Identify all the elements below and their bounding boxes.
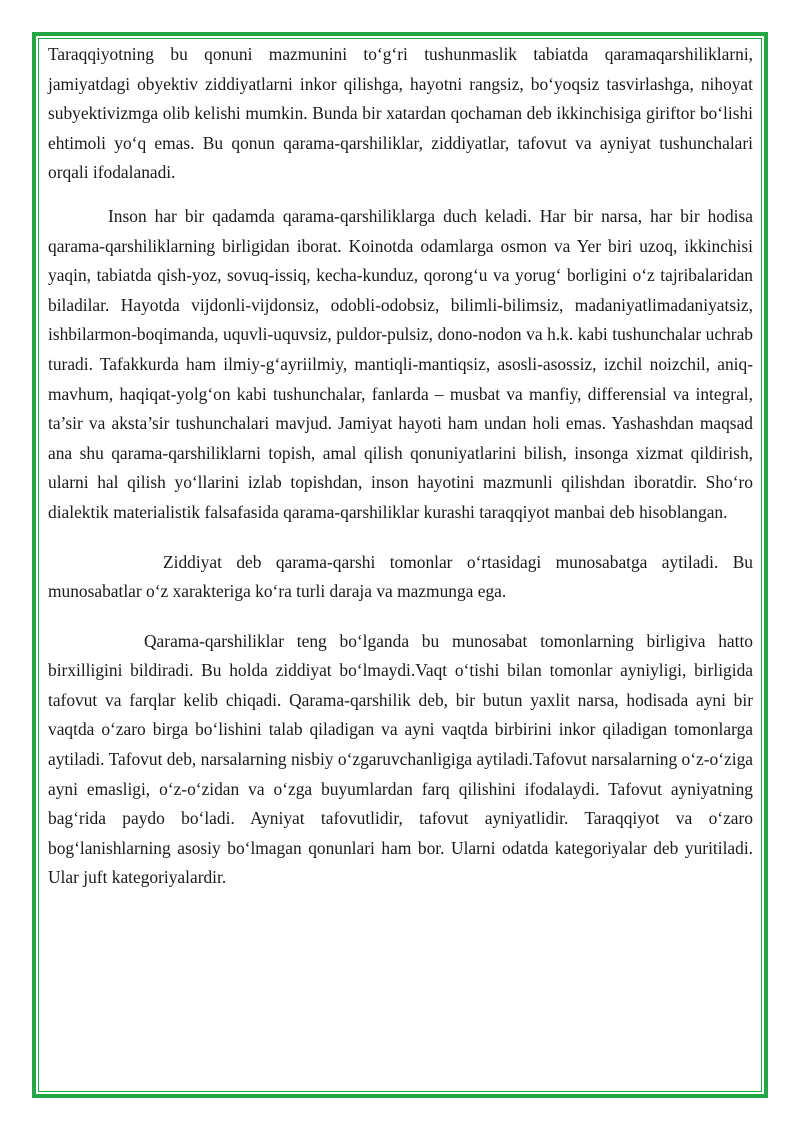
paragraph-3: Ziddiyat deb qarama-qarshi tomonlar o‘rtasidagi munosabatga aytiladi. Bu munosabatlar o‘z xarakteriga ko‘ra turli daraja va mazmunga ega. [48,551,753,602]
document-body [48,40,753,893]
paragraph-4: Qarama-qarshiliklar teng bo‘lganda bu munosabat tomonlarning birligiva hatto birxilligini bildiradi. Bu holda ziddiyat bo‘lmaydi.Vaqt o‘tishi bilan tomonlar ayniyligi, birligida tafovut va farqlar kelib chiqadi. Qarama-qarshilik deb, bir butun yaxlit narsa, hodisada ayni bir vaqtda o‘zaro birga bo‘lishini talab qiladigan va ayni vaqtda birbirini inkor qiladigan tomonlarga aytiladi. Tafovut deb, narsalarning nisbiy o‘zgaruvchanligiga aytiladi.Tafovut narsalarning o‘z-o‘ziga ayni emasligi, o‘z-o‘zidan va o‘zga buyumlardan farq qilishini ifodalaydi. Tafovut ayniyatning bag‘rida paydo bo‘ladi. Ayniyat tafovutlidir, tafovut ayniyatlidir. Taraqqiyot va o‘zaro bog‘lanishlarning asosiy bo‘lmagan qonunlari ham bor. Ularni odatda kategoriyalar deb yuritiladi. Ular juft kategoriyalardir. [48,630,753,888]
paragraph-2: Inson har bir qadamda qarama-qarshiliklarga duch keladi. Har bir narsa, har bir hodisa qarama-qarshiliklarning birligidan iborat. Koinotda odamlarga osmon va Yer biri uzoq, ikkinchisi yaqin, tabiatda qish-yoz, sovuq-issiq, kecha-kunduz, qorong‘u va yorug‘ borligini o‘z tajribalaridan biladilar. Hayotda vijdonli-vijdonsiz, odobli-odobsiz, bilimli-bilimsiz, madaniyatlimadaniyatsiz, ishbilarmon-boqimanda, uquvli-uquvsiz, puldor-pulsiz, dono-nodon va h.k. kabi tushunchalar uchrab turadi. Tafakkurda ham ilmiy-g‘ayriilmiy, mantiqli-mantiqsiz, asosli-asossiz, izchil noizchil, aniq-mavhum, haqiqat-yolg‘on kabi tushunchalar, fanlarda – musbat va manfiy, differensial va integral, ta’sir va aksta’sir tushunchalari mavjud. Jamiyat hayoti ham undan holi emas. Yashashdan maqsad ana shu qarama-qarshiliklarni topish, amal qilish qonuniyatlarini bilish, insonga xizmat qildirish, ularni hal qilish yo‘llarini izlab topishdan, inson hayotini mazmunli qilishdan iboratdir. Sho‘ro dialektik materialistik falsafasida qarama-qarshiliklar kurashi taraqqiyot manbai deb hisoblangan. [48,205,753,522]
paragraph-1: Taraqqiyotning bu qonuni mazmunini to‘g‘ri tushunmaslik tabiatda qaramaqarshiliklarni, jamiyatdagi obyektiv ziddiyatlarni inkor qilishga, hayotni rangsiz, bo‘yoqsiz tasvirlashga, nihoyat subyektivizmga olib kelishi mumkin. Bunda bir xatardan qochaman deb ikkinchisiga giriftor bo‘lishi ehtimoli yo‘q emas. Bu qonun qarama-qarshiliklar, ziddiyatlar, tafovut va ayniyat tushunchalari orqali ifodalanadi. [48,44,753,183]
